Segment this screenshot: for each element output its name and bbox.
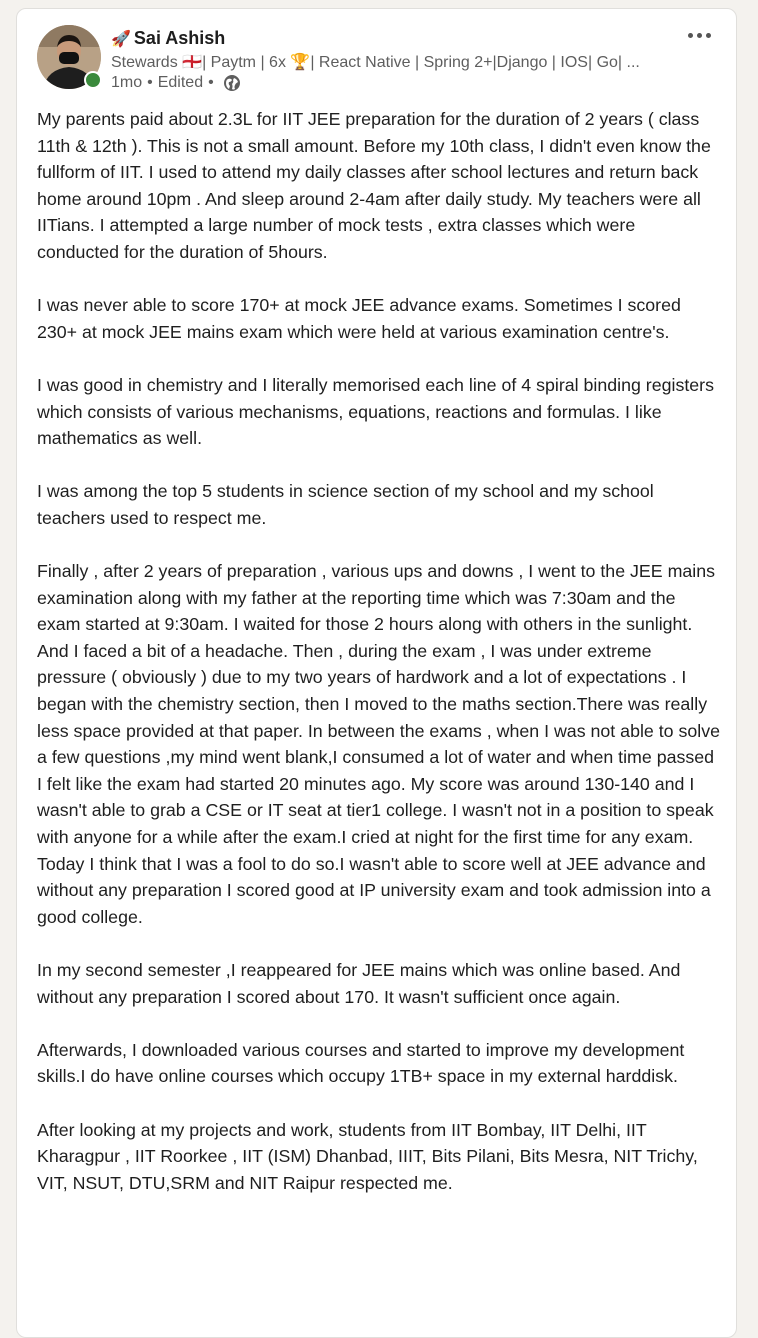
author-name-text: Sai Ashish: [133, 28, 226, 48]
rocket-icon: 🚀: [111, 31, 131, 48]
more-icon-dot: [706, 33, 711, 38]
author-name[interactable]: [111, 28, 225, 49]
post-time: 1mo: [111, 74, 143, 91]
meta-separator: •: [147, 74, 153, 91]
online-status-dot: [84, 71, 102, 89]
post-paragraph: Finally , after 2 years of preparation , various ups and downs , I went to the JEE mains examination along with my father at the reporting time which was 7:30am and the exam started at 9:30am. I waited for those 2 hours along with others in the sunlight. And I faced a bit of a headache. Then , during the exam , I was under extreme pressure ( obviously ) due to my two years of hardwork and a lot of expectations . I began with the chemistry section, then I moved to the maths section.There was really less space provided at that paper. In between the exams , when I was not able to solve a few questions ,my mind went blank,I consumed a lot of water and when time passed I felt like the exam had started 20 minutes ago. My score was around 130-140 and I wasn't able to grab a CSE or IT seat at tier1 college. I wasn't not in a position to speak with anyone for a while after the exam.I cried at night for the first time for any exam. Today I think that I was a fool to do so.I wasn't able to score well at JEE advance and without any preparation I scored good at IP university exam and took admission into a good college.: [37, 561, 721, 927]
meta-separator: •: [208, 74, 214, 91]
post-paragraph: After looking at my projects and work, students from IIT Bombay, IIT Delhi, IIT Kharagpur , IIT Roorkee , IIT (ISM) Dhanbad, IIIT, Bits Pilani, Bits Mesra, NIT Trichy, VIT, NSUT, DTU,SRM and NIT Raipur respected me.: [37, 1119, 698, 1193]
post-meta: [111, 74, 241, 92]
post-paragraph: I was among the top 5 students in science section of my school and my school teachers used to respect me.: [37, 481, 654, 528]
post-paragraph: In my second semester ,I reappeared for JEE mains which was online based. And without any preparation I scored about 170. It wasn't sufficient once again.: [37, 960, 681, 1007]
post-paragraph: My parents paid about 2.3L for IIT JEE preparation for the duration of 2 years ( class 11th & 12th ). This is not a small amount. Before my 10th class, I didn't even know the fullform of IIT. I used to attend my daily classes after school lectures and return back home around 10pm . And sleep around 2-4am after daily study. My teachers were all IITians. I attempted a large number of mock tests , extra classes which were conducted for the duration of 5hours.: [37, 109, 711, 262]
globe-icon: [223, 74, 241, 92]
post-paragraph: I was never able to score 170+ at mock JEE advance exams. Sometimes I scored 230+ at mock JEE mains exam which were held at various examination centre's.: [37, 295, 681, 342]
more-icon-dot: [697, 33, 702, 38]
edited-label: Edited: [157, 74, 204, 91]
author-headline: Stewards 🏴󠁧󠁢󠁥󠁮󠁧󠁿| Paytm | 6x 🏆| React Native | Spring 2+|Django | IOS| Go| ...: [111, 54, 640, 71]
post-body: [37, 106, 721, 1223]
more-icon-dot: [688, 33, 693, 38]
more-options-button[interactable]: [681, 23, 717, 47]
post-card: [16, 8, 737, 1338]
post-paragraph: Afterwards, I downloaded various courses and started to improve my development skills.I do have online courses which occupy 1TB+ space in my external harddisk.: [37, 1039, 685, 1087]
post-paragraph: I was good in chemistry and I literally memorised each line of 4 spiral binding registers which consists of various mechanisms, equations, reactions and formulas. I like mathematics as well.: [37, 374, 714, 449]
